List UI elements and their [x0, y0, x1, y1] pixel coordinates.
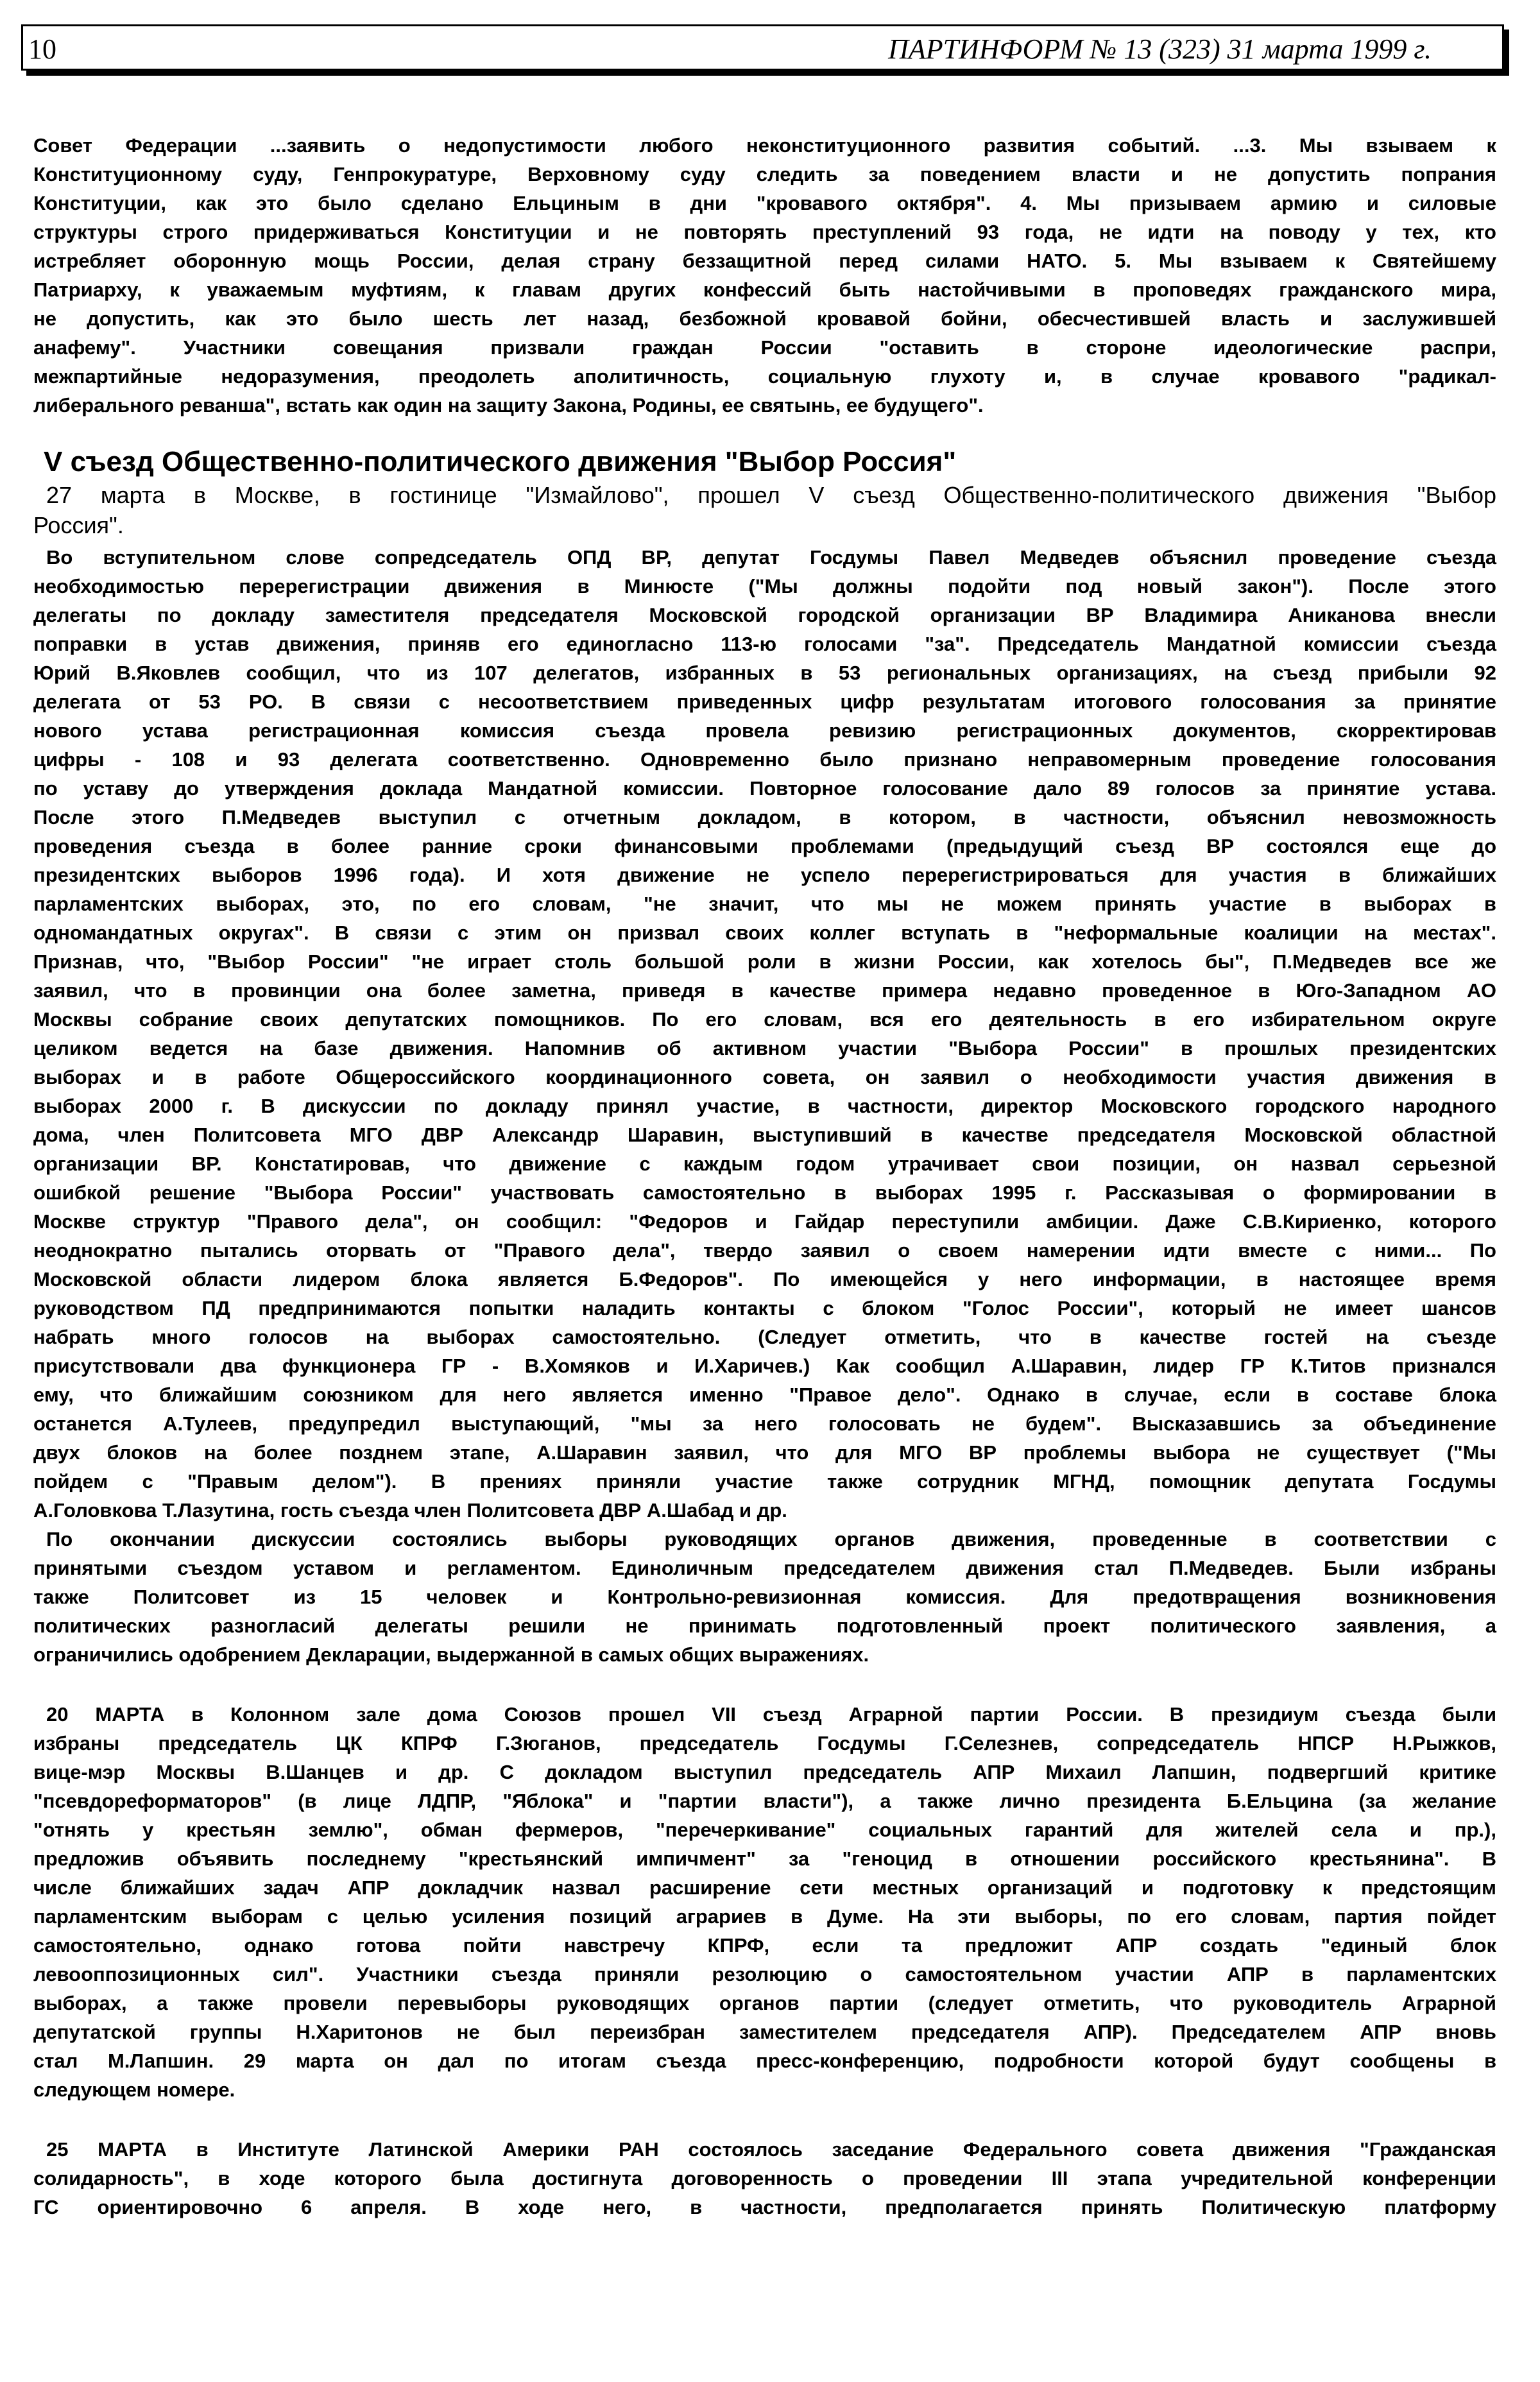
- text-line: стал М.Лапшин. 29 марта он дал по итогам съезда пресс-конференцию, подробности которой будут сообщены в: [33, 2050, 1496, 2072]
- text-line: Патриарху, к уважаемым муфтиям, к главам других конфессий быть настойчивыми в проповедях гражданского мира,: [33, 278, 1496, 301]
- text-line: числе ближайших задач АПР докладчик назвал расширение сети местных организаций и подготовку к предстоящим: [33, 1876, 1496, 1899]
- publication-title: ПАРТИНФОРМ № 13 (323) 31 марта 1999 г.: [888, 33, 1432, 65]
- text-line: выборах, а также провели перевыборы руководящих органов партии (следует отметить, что руководитель Аграрной: [33, 1992, 1496, 2014]
- text-line: проведения съезда в более ранние сроки финансовыми проблемами (предыдущий съезд ВР состоялся еще до: [33, 835, 1496, 857]
- text-line: межпартийные недоразумения, преодолеть аполитичность, социальную глухоту и, в случае кровавого "радикал-: [33, 365, 1496, 388]
- text-line: Москве структур "Правого дела", он сообщил: "Федоров и Гайдар переступили амбиции. Даже С.В.Кириенко, которого: [33, 1210, 1496, 1233]
- text-line: истребляет оборонную мощь России, делая страну беззащитной перед силами НАТО. 5. Мы взываем к Святейшему: [33, 250, 1496, 272]
- paragraph-elections: [33, 1525, 1496, 1669]
- text-line: делегаты по докладу заместителя председателя Московской городской организации ВР Владимира Аниканова внесли: [33, 604, 1496, 626]
- text-line: Во вступительном слове сопредседатель ОПД ВР, депутат Госдумы Павел Медведев объяснил проведение съезда: [46, 546, 1496, 569]
- text-line: выборах и в работе Общероссийского координационного совета, он заявил о необходимости участия движения в: [33, 1066, 1496, 1088]
- text-line: анафему". Участники совещания призвали граждан России "оставить в стороне идеологические распри,: [33, 336, 1496, 359]
- text-line: либерального реванша", встать как один на защиту Закона, Родины, ее святынь, ее будущего".: [33, 394, 984, 416]
- text-line: выборах 2000 г. В дискуссии по докладу принял участие, в частности, директор Московского городского народного: [33, 1095, 1496, 1117]
- text-line: Юрий В.Яковлев сообщил, что из 107 делегатов, избранных в 53 региональных организациях, на съезд прибыли 92: [33, 662, 1496, 684]
- text-line: Москвы собрание своих депутатских помощников. По его словам, вся его деятельность в его избирательном округе: [33, 1008, 1496, 1031]
- paragraph-civil-solidarity: [33, 2135, 1496, 2222]
- text-line: неоднократно пытались оторвать от "Правого дела", твердо заявил о своем намерении идти вместе с ними... По: [33, 1239, 1496, 1262]
- text-line: двух блоков на более позднем этапе, А.Шаравин заявил, что для МГО ВР проблемы выбора не существует ("Мы: [33, 1441, 1496, 1464]
- article-body: [33, 131, 1496, 2222]
- text-line: Россия".: [33, 512, 124, 538]
- text-line: Московской области лидером блока является Б.Федоров". По имеющейся у него информации, в настоящее время: [33, 1268, 1496, 1290]
- text-line: парламентским выборам с целью усиления позиций аграриев в Думе. На эти выборы, по его словам, партия пойдет: [33, 1905, 1496, 1928]
- text-line: поправки в устав движения, приняв его единогласно 113-ю голосами "за". Председатель Мандатной комиссии съезда: [33, 633, 1496, 655]
- text-line: 20 МАРТА в Колонном зале дома Союзов прошел VII съезд Аграрной партии России. В президиум съезда были: [46, 1703, 1496, 1726]
- text-line: по уставу до утверждения доклада Мандатной комиссии. Повторное голосование дало 89 голосов за принятие устава.: [33, 777, 1496, 800]
- text-line: "псевдореформаторов" (в лице ЛДПР, "Яблока" и "партии власти"), а также лично президента Б.Ельцина (за желание: [33, 1790, 1496, 1812]
- text-line: дома, член Политсовета МГО ДВР Александр Шаравин, выступивший в качестве председателя Московской областной: [33, 1124, 1496, 1146]
- text-line: политических разногласий делегаты решили не принимать подготовленный проект политического заявления, а: [33, 1615, 1496, 1637]
- text-line: самостоятельно, однако готова пойти навстречу КПРФ, если та предложит АПР создать "единый блок: [33, 1934, 1496, 1957]
- text-line: нового устава регистрационная комиссия съезда провела ревизию регистрационных документов, скорректировав: [33, 719, 1496, 742]
- text-line: Совет Федерации ...заявить о недопустимости любого неконституционного развития событий. ...3. Мы взываем к: [33, 134, 1496, 157]
- page-number: 10: [28, 33, 56, 65]
- text-line: присутствовали два функционера ГР - В.Хомяков и И.Харичев.) Как сообщил А.Шаравин, лидер ГР К.Титов признался: [33, 1355, 1496, 1377]
- text-line: целиком ведется на базе движения. Напомнив об активном участии "Выбора России" в прошлых президентских: [33, 1037, 1496, 1059]
- text-line: парламентских выборах, это, по его словам, "не значит, что мы не можем принять участие в выборах в: [33, 893, 1496, 915]
- text-line: заявил, что в провинции она более заметна, приведя в качестве примера недавно проведенное в Юго-Западном АО: [33, 979, 1496, 1002]
- section-lead: [33, 480, 1496, 540]
- text-line: президентских выборов 1996 года). И хотя движение не успело перерегистрироваться для участия в ближайших: [33, 864, 1496, 886]
- text-line: А.Головкова Т.Лазутина, гость съезда член Политсовета ДВР А.Шабад и др.: [33, 1499, 787, 1521]
- text-line: ограничились одобрением Декларации, выдержанной в самых общих выражениях.: [33, 1643, 869, 1666]
- text-line: также Политсовет из 15 человек и Контрольно-ревизионная комиссия. Для предотвращения возникновения: [33, 1586, 1496, 1608]
- text-line: делегата от 53 РО. В связи с несоответствием приведенных цифр результатам итогового голосования за принятие: [33, 690, 1496, 713]
- text-line: организации ВР. Констатировав, что движение с каждым годом утрачивает свои позиции, он назвал серьезной: [33, 1152, 1496, 1175]
- text-line: необходимостью перерегистрации движения в Минюсте ("Мы должны подойти под новый закон"). После этого: [33, 575, 1496, 597]
- text-line: принятыми съездом уставом и регламентом. Единоличным председателем движения стал П.Медведев. Были избраны: [33, 1557, 1496, 1579]
- text-line: После этого П.Медведев выступил с отчетным докладом, в котором, в частности, объяснил невозможность: [33, 806, 1496, 828]
- text-line: солидарность", в ходе которого была достигнута договоренность о проведении III этапа учредительной конференции: [33, 2167, 1496, 2189]
- text-line: предложив объявить последнему "крестьянский импичмент" за "геноцид в отношении российского крестьянина". В: [33, 1847, 1496, 1870]
- text-line: 27 марта в Москве, в гостинице "Измайлово", прошел V съезд Общественно-политического движения "Выбор: [46, 482, 1496, 508]
- text-line: По окончании дискуссии состоялись выборы руководящих органов движения, проведенные в соответствии с: [46, 1528, 1496, 1550]
- text-line: "отнять у крестьян землю", обман фермеров, "перечеркивание" социальных гарантий для жителей села и пр.),: [33, 1819, 1496, 1841]
- text-line: не допустить, как это было шесть лет назад, безбожной кровавой бойни, обесчестившей власть и заслужившей: [33, 307, 1496, 330]
- text-line: набрать много голосов на выборах самостоятельно. (Следует отметить, что в качестве гостей на съезде: [33, 1326, 1496, 1348]
- paragraph-congress-report: [33, 543, 1496, 1525]
- paragraph-agrarian-party: [33, 1700, 1496, 2104]
- text-line: левооппозиционных сил". Участники съезда приняли резолюцию о самостоятельном участии АПР в парламентских: [33, 1963, 1496, 1985]
- text-line: пойдем с "Правым делом"). В прениях приняли участие также сотрудник МГНД, помощник депутата Госдумы: [33, 1470, 1496, 1493]
- text-line: одномандатных округах". В связи с этим он призвал своих коллег вступать в "неформальные коалиции на местах".: [33, 921, 1496, 944]
- text-line: цифры - 108 и 93 делегата соответственно. Одновременно было признано неправомерным проведение голосования: [33, 748, 1496, 771]
- page-header: [21, 24, 1504, 71]
- text-line: ошибкой решение "Выбора России" участвовать самостоятельно в выборах 1995 г. Рассказывая о формировании в: [33, 1181, 1496, 1204]
- text-line: Конституции, как это было сделано Ельциным в дни "кровавого октября". 4. Мы призываем армию и силовые: [33, 192, 1496, 214]
- text-line: следующем номере.: [33, 2078, 235, 2101]
- text-line: вице-мэр Москвы В.Шанцев и др. С докладом выступил председатель АПР Михаил Лапшин, подвергший критике: [33, 1761, 1496, 1783]
- text-line: останется А.Тулеев, предупредил выступающий, "мы за него голосовать не будем". Высказавшись за объединение: [33, 1412, 1496, 1435]
- text-line: Конституционному суду, Генпрокуратуре, Верховному суду следить за поведением власти и не допустить попрания: [33, 163, 1496, 185]
- text-line: ГС ориентировочно 6 апреля. В ходе него, в частности, предполагается принять Политическую платформу: [33, 2196, 1496, 2218]
- section-heading: V съезд Общественно-политического движения "Выбор Россия": [44, 446, 957, 477]
- text-line: 25 МАРТА в Институте Латинской Америки РАН состоялось заседание Федерального совета движения "Гражданская: [46, 2138, 1496, 2161]
- text-line: структуры строго придерживаться Конституции и не повторять преступлений 93 года, не идти на поводу у тех, кто: [33, 221, 1496, 243]
- text-line: ему, что ближайшим союзником для него является именно "Правое дело". Однако в случае, если в составе блока: [33, 1384, 1496, 1406]
- text-line: руководством ПД предпринимаются попытки наладить контакты с блоком "Голос России", который не имеет шансов: [33, 1297, 1496, 1319]
- paragraph-federation-appeal: [33, 131, 1496, 420]
- text-line: Признав, что, "Выбор России" "не играет столь большой роли в жизни России, как хотелось бы", П.Медведев все же: [33, 950, 1496, 973]
- text-line: избраны председатель ЦК КПРФ Г.Зюганов, председатель Госдумы Г.Селезнев, сопредседатель НПСР Н.Рыжков,: [33, 1732, 1496, 1754]
- text-line: депутатской группы Н.Харитонов не был переизбран заместителем председателя АПР). Председателем АПР вновь: [33, 2021, 1496, 2043]
